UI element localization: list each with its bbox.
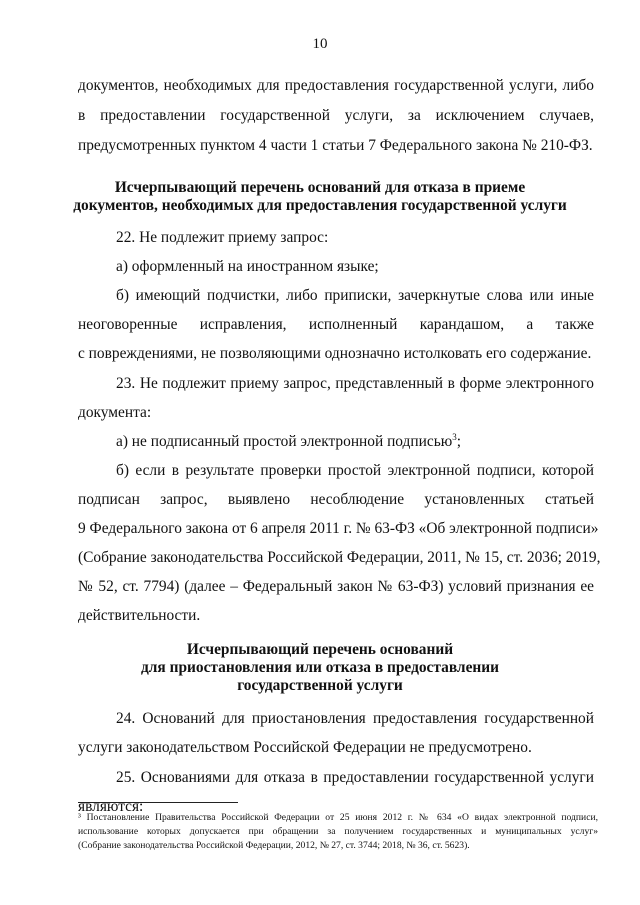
item-25-text: являются: (78, 798, 144, 815)
item-23-a (116, 432, 594, 452)
section-heading: Исчерпывающий перечень оснований (186, 641, 454, 658)
item-22-b: с повреждениями, не позволяющими однозначно истолковать его содержание. (78, 345, 592, 362)
item-22-a: а) оформленный на иностранном языке; (116, 258, 379, 275)
item-23-a-text: а) не подписанный простой электронной подписью (116, 433, 453, 450)
item-23-text: 23. Не подлежит приему запрос, представленный в форме электронного (116, 375, 594, 392)
item-23-a-end: ; (456, 433, 461, 450)
item-24-text: 24. Оснований для приостановления предоставления государственной (116, 710, 594, 727)
paragraph-line: документов, необходимых для предоставления государственной услуги, либо (78, 77, 594, 94)
paragraph-line: предусмотренных пунктом 4 части 1 статьи 7 Федерального закона № 210-ФЗ. (78, 137, 593, 154)
item-22-b: неоговоренные исправления, исполненный карандашом, а также (78, 316, 594, 333)
item-23-b: подписан запрос, выявлено несоблюдение установленных статьей (78, 491, 594, 508)
item-24-text: услуги законодательством Российской Федерации не предусмотрено. (78, 739, 532, 756)
item-23-text: документа: (78, 404, 152, 421)
item-23-b: действительности. (78, 607, 201, 624)
item-23-b: (Собрание законодательства Российской Федерации, 2011, № 15, ст. 2036; 2019, (78, 549, 601, 566)
footnote-line: использование которых допускается при обращении за получением государственных и муниципальных услуг» (78, 826, 598, 837)
item-23-b: № 52, ст. 7794) (далее – Федеральный закон № 63-ФЗ) условий признания ее (78, 578, 594, 595)
item-23-b: 9 Федерального закона от 6 апреля 2011 г. № 63-ФЗ «Об электронной подписи» (78, 520, 599, 537)
item-22-b: б) имеющий подчистки, либо приписки, зачеркнутые слова или иные (116, 287, 594, 304)
item-22-text: 22. Не подлежит приему запрос: (116, 229, 329, 246)
item-25-text: 25. Основаниями для отказа в предоставлении государственной услуги (116, 769, 594, 786)
footnote-line: ³ Постановление Правительства Российской Федерации от 25 июня 2012 г. № 634 «О видах электронной подписи, (78, 812, 598, 823)
section-heading: государственной услуги (237, 677, 403, 694)
paragraph-line: в предоставлении государственной услуги, за исключением случаев, (78, 107, 594, 124)
footnote-line: (Собрание законодательства Российской Федерации, 2012, № 27, ст. 3744; 2018, № 36, ст. 5623). (78, 840, 470, 851)
footnote-separator (78, 802, 238, 803)
section-heading: для приостановления или отказа в предоставлении (141, 659, 499, 676)
page-number: 10 (312, 36, 328, 52)
section-heading: Исчерпывающий перечень оснований для отказа в приеме (114, 179, 526, 196)
footnote-ref: 3 (452, 431, 457, 442)
item-23-b: б) если в результате проверки простой электронной подписи, которой (116, 462, 594, 479)
section-heading: документов, необходимых для предоставления государственной услуги (73, 197, 567, 214)
